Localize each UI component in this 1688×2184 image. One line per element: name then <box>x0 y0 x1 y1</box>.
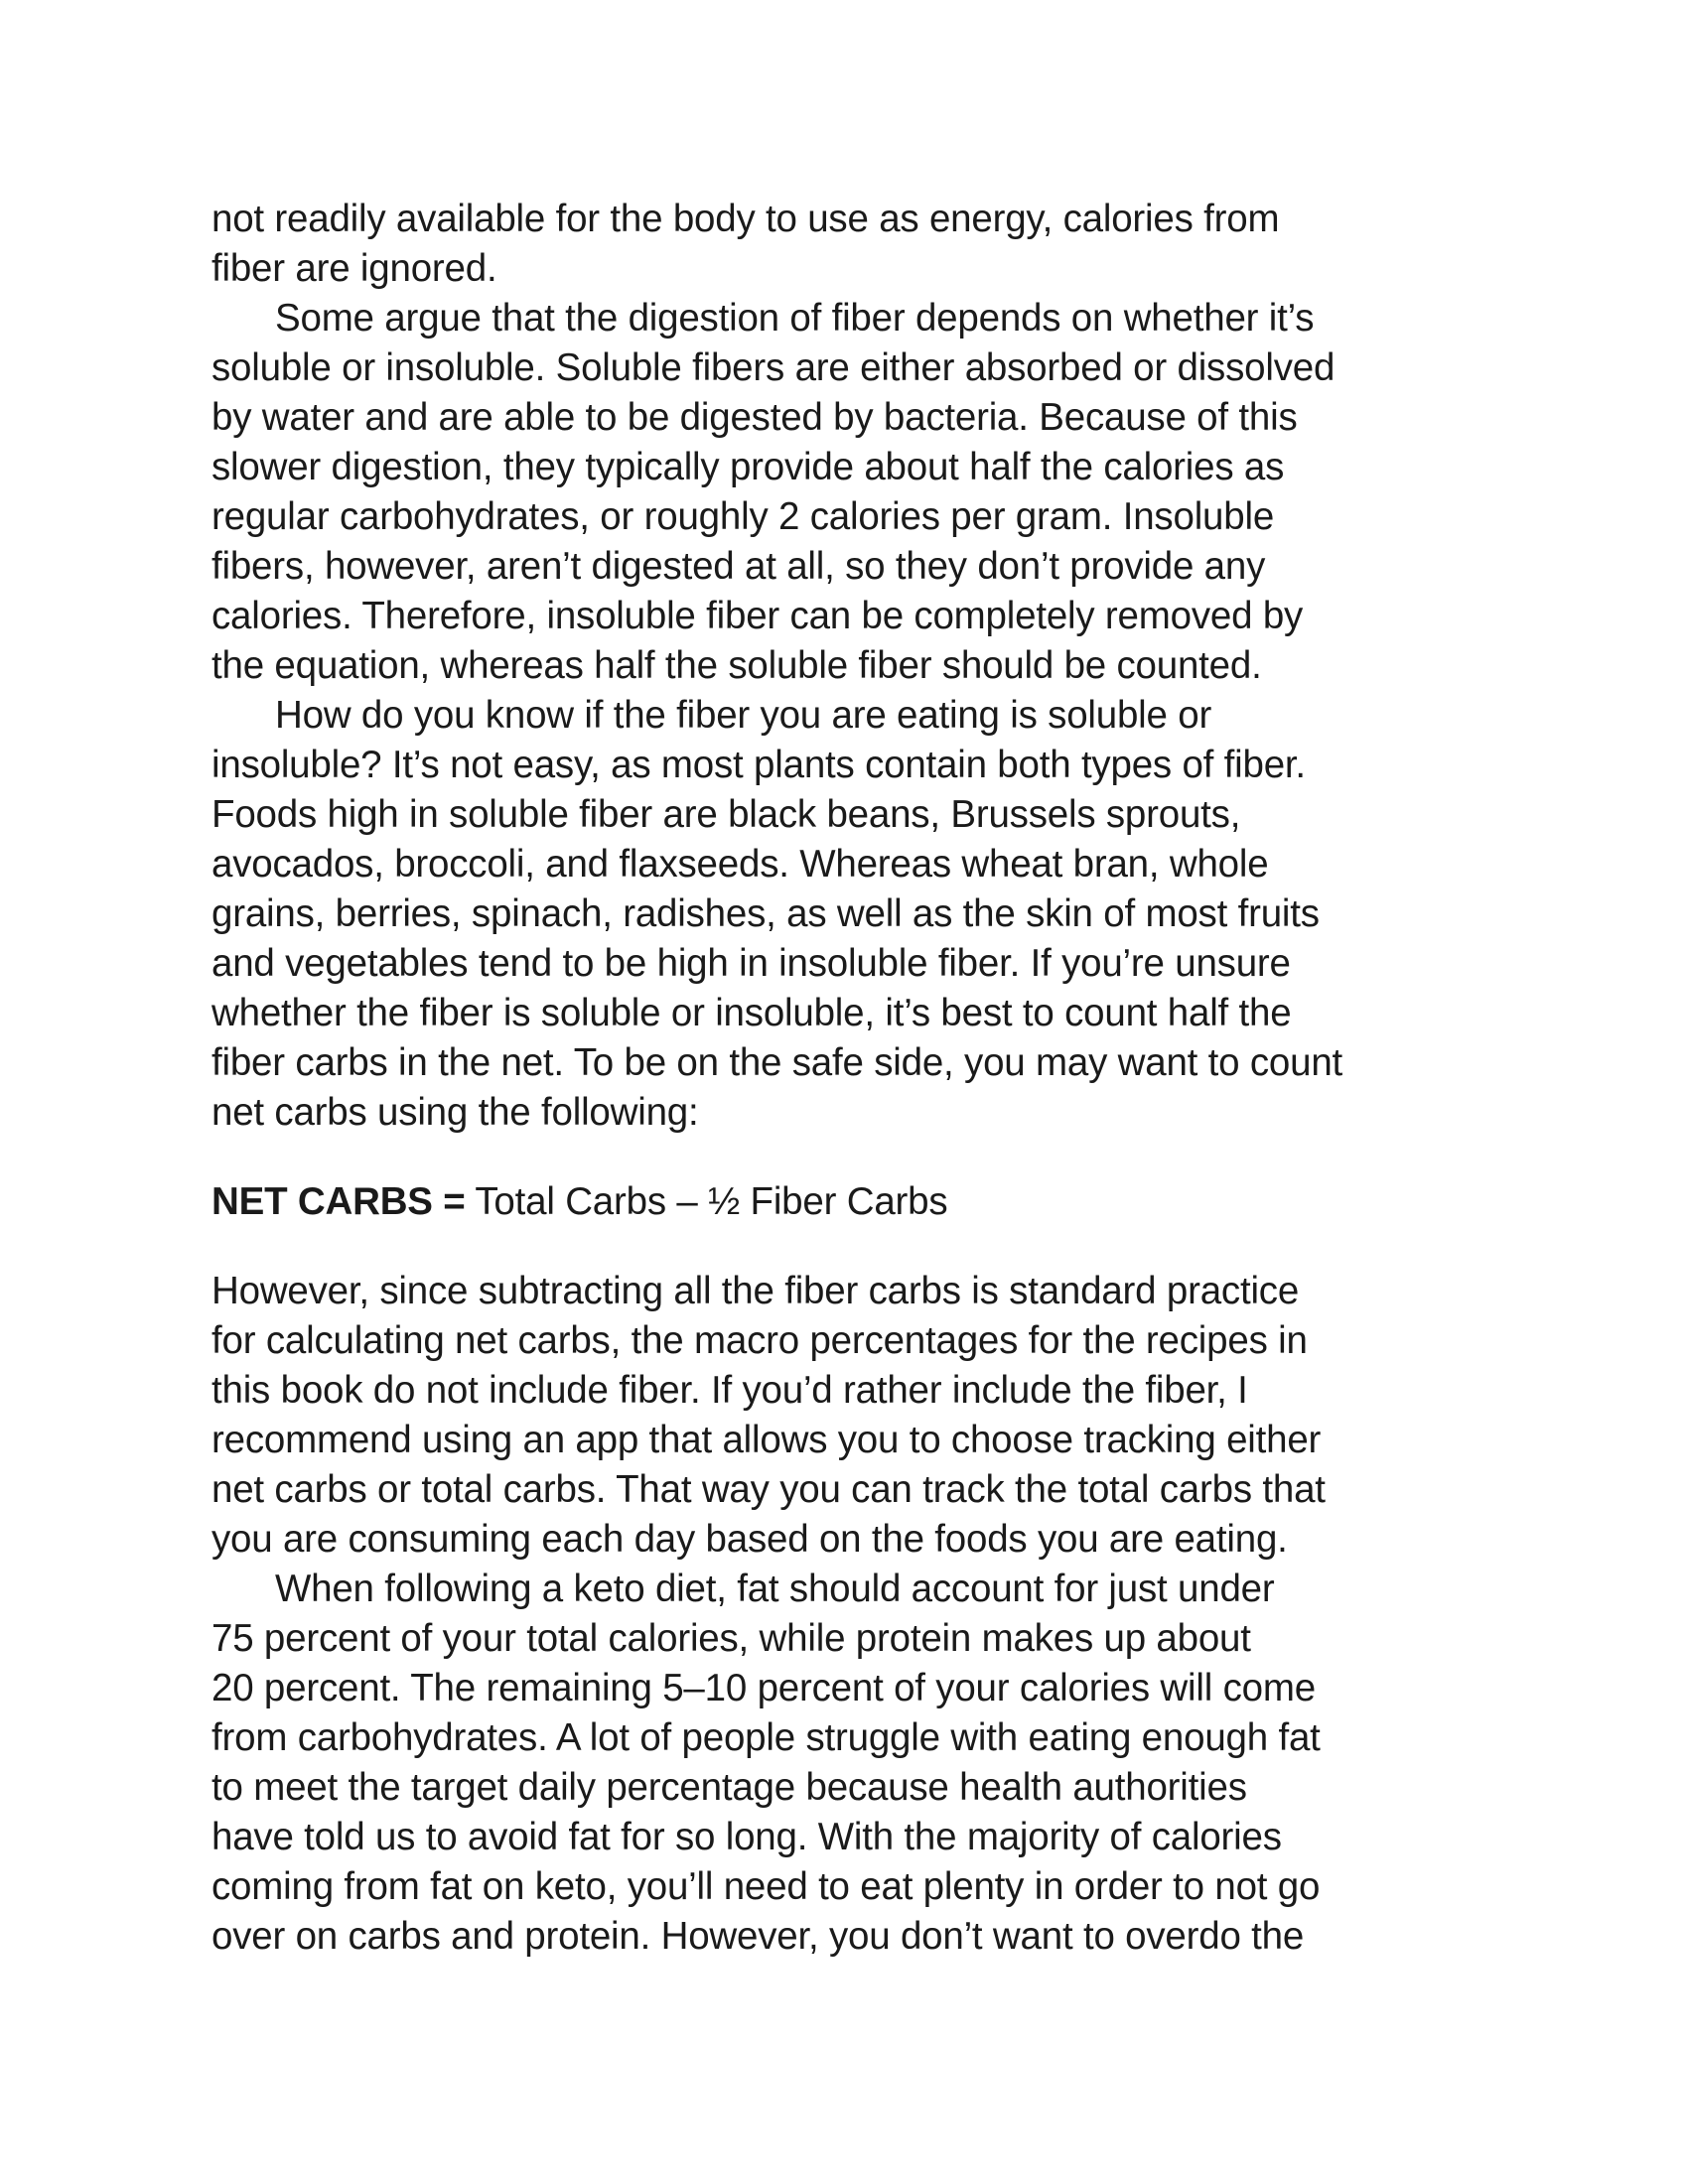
text-line: whether the fiber is soluble or insoluble, it’s best to count half the <box>211 992 1292 1034</box>
text-line: net carbs or total carbs. That way you can track the total carbs that <box>211 1468 1326 1511</box>
text-line: coming from fat on keto, you’ll need to eat plenty in order to not go <box>211 1865 1321 1908</box>
text-line: over on carbs and protein. However, you don’t want to overdo the <box>211 1915 1305 1958</box>
text-line: 75 percent of your total calories, while protein makes up about <box>211 1617 1251 1660</box>
text-line: recommend using an app that allows you to choose tracking either <box>211 1419 1322 1461</box>
text-line: not readily available for the body to use as energy, calories from <box>211 198 1280 240</box>
text-line: have told us to avoid fat for so long. With the majority of calories <box>211 1816 1282 1858</box>
text-line: net carbs using the following: <box>211 1091 699 1134</box>
text-line: soluble or insoluble. Soluble fibers are either absorbed or dissolved <box>211 346 1336 389</box>
net-carbs-formula <box>211 1177 1502 1227</box>
text-line: 20 percent. The remaining 5–10 percent of your calories will come <box>211 1667 1316 1709</box>
page-body <box>211 195 1502 1962</box>
formula-expression: Total Carbs – ½ Fiber Carbs <box>465 1180 948 1223</box>
text-line: Foods high in soluble fiber are black beans, Brussels sprouts, <box>211 793 1241 836</box>
text-line: slower digestion, they typically provide about half the calories as <box>211 446 1285 488</box>
text-line: calories. Therefore, insoluble fiber can be completely removed by <box>211 595 1304 637</box>
text-line: from carbohydrates. A lot of people struggle with eating enough fat <box>211 1716 1321 1759</box>
paragraph <box>211 691 1502 1138</box>
paragraph <box>211 1565 1502 1962</box>
text-line: this book do not include fiber. If you’d rather include the fiber, I <box>211 1369 1248 1412</box>
text-line: by water and are able to be digested by bacteria. Because of this <box>211 396 1298 439</box>
text-line: fiber are ignored. <box>211 247 497 290</box>
text-line: When following a keto diet, fat should account for just under <box>275 1568 1275 1610</box>
text-line: the equation, whereas half the soluble fiber should be counted. <box>211 644 1262 687</box>
text-line: grains, berries, spinach, radishes, as well as the skin of most fruits <box>211 892 1320 935</box>
text-line: regular carbohydrates, or roughly 2 calories per gram. Insoluble <box>211 495 1275 538</box>
text-line: insoluble? It’s not easy, as most plants contain both types of fiber. <box>211 744 1306 786</box>
paragraph <box>211 294 1502 691</box>
text-line: fiber carbs in the net. To be on the safe side, you may want to count <box>211 1041 1343 1084</box>
bottom-paragraphs <box>211 1267 1502 1962</box>
text-line: to meet the target daily percentage because health authorities <box>211 1766 1247 1809</box>
text-line: avocados, broccoli, and flaxseeds. Whereas wheat bran, whole <box>211 843 1269 886</box>
paragraph <box>211 1267 1502 1565</box>
paragraph <box>211 195 1502 294</box>
formula-label: NET CARBS = <box>211 1180 466 1223</box>
text-line: and vegetables tend to be high in insoluble fiber. If you’re unsure <box>211 942 1291 985</box>
text-line: you are consuming each day based on the foods you are eating. <box>211 1518 1288 1561</box>
text-line: for calculating net carbs, the macro percentages for the recipes in <box>211 1319 1308 1362</box>
text-line: However, since subtracting all the fiber carbs is standard practice <box>211 1270 1300 1312</box>
top-paragraphs <box>211 195 1502 1138</box>
text-line: How do you know if the fiber you are eating is soluble or <box>275 694 1212 737</box>
text-line: fibers, however, aren’t digested at all, so they don’t provide any <box>211 545 1266 588</box>
text-line: Some argue that the digestion of fiber depends on whether it’s <box>275 297 1315 340</box>
